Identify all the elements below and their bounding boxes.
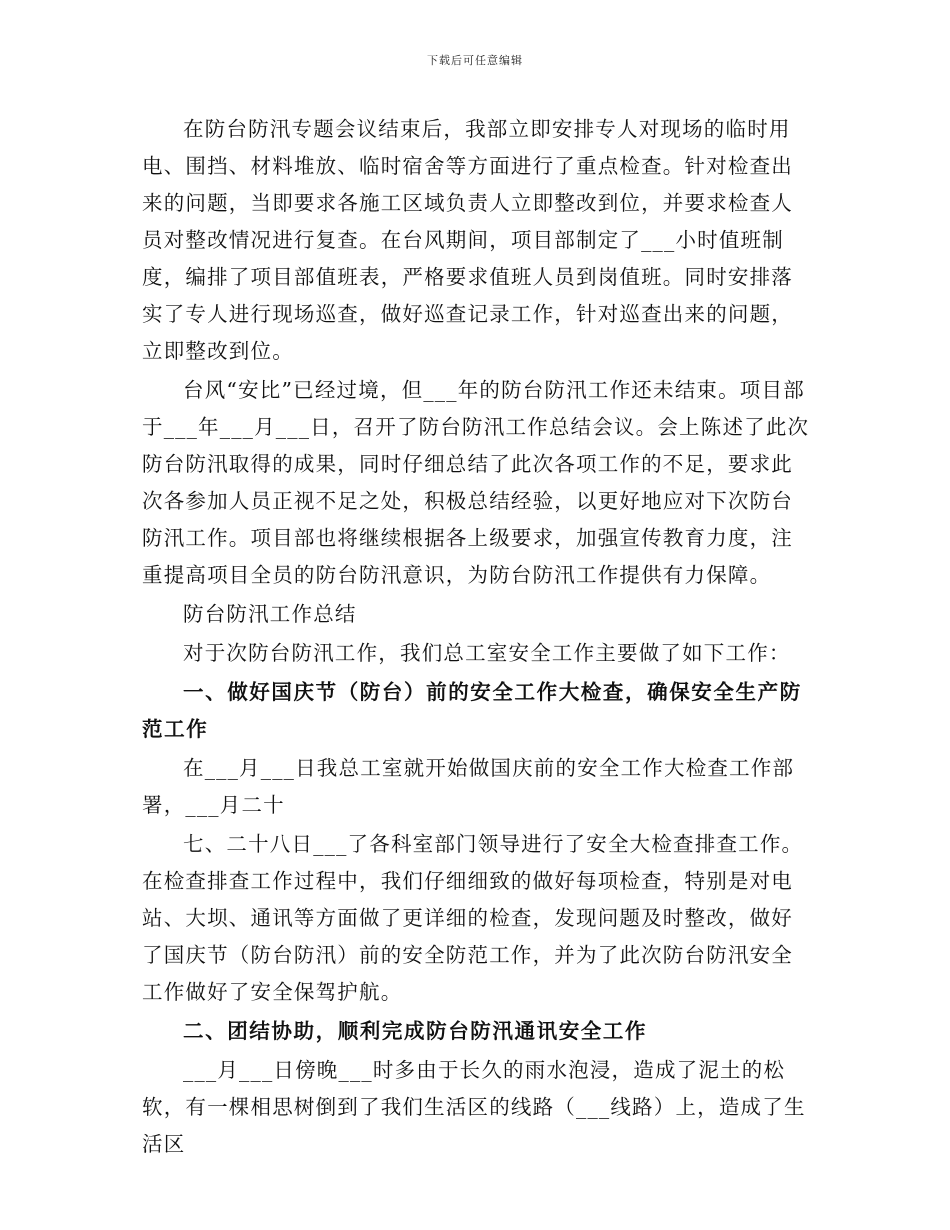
section-heading: 二、团结协助，顺利完成防台防汛通讯安全工作: [183, 1019, 648, 1043]
document-body: [142, 111, 810, 1163]
section-title: 防台防汛工作总结: [183, 602, 357, 626]
paragraph: 七、二十八日___了各科室部门领导进行了安全大检查排查工作。在检查排查工作过程中，我们仔细细致的做好每项检查，特别是对电站、大坝、通讯等方面做了更详细的检查，发现问题及时整改，做好了国庆节（防台防汛）前的安全防范工作，并为了此次防台防汛安全工作做好了安全保驾护航。: [142, 832, 804, 1004]
paragraph: 对于次防台防汛工作，我们总工室安全工作主要做了如下工作：: [183, 641, 791, 665]
header-note: 下载后可任意编辑: [427, 54, 523, 67]
paragraph: 台风“安比”已经过境，但___年的防台防汛工作还未结束。项目部于___年___月___日，召开了防台防汛工作总结会议。会上陈述了此次防台防汛取得的成果，同时仔细总结了此次各项工作的不足，要求此次各参加人员正视不足之处，积极总结经验，以更好地应对下次防台防汛工作。项目部也将继续根据各上级要求，加强宣传教育力度，注重提高项目全员的防台防汛意识，为防台防汛工作提供有力保障。: [142, 378, 810, 587]
paragraph: ___月___日傍晚___时多由于长久的雨水泡浸，造成了泥土的松软，有一棵相思树倒到了我们生活区的线路（___线路）上，造成了生活区: [142, 1058, 806, 1156]
paragraph: 在防台防汛专题会议结束后，我部立即安排专人对现场的临时用电、围挡、材料堆放、临时宿舍等方面进行了重点检查。针对检查出来的问题，当即要求各施工区域负责人立即整改到位，并要求检查人员对整改情况进行复查。在台风期间，项目部制定了___小时值班制度，编排了项目部值班表，严格要求值班人员到岗值班。同时安排落实了专人进行现场巡查，做好巡查记录工作，针对巡查出来的问题，立即整改到位。: [142, 117, 793, 363]
paragraph: 在___月___日我总工室就开始做国庆前的安全工作大检查工作部署，___月二十: [142, 756, 795, 817]
section-heading: 一、做好国庆节（防台）前的安全工作大检查，确保安全生产防范工作: [142, 680, 802, 741]
